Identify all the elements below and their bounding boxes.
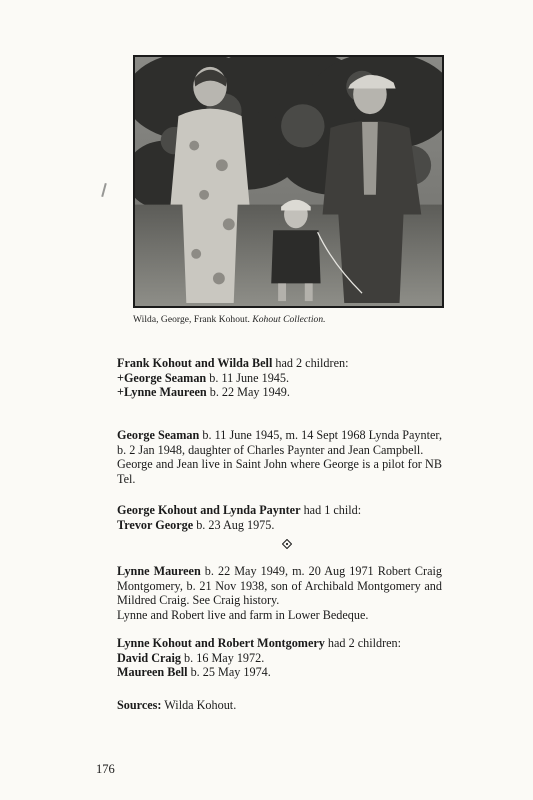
ornament-divider-icon <box>282 539 292 549</box>
biography-george <box>117 428 442 486</box>
child-entry: Trevor George b. 23 Aug 1975. <box>117 517 275 532</box>
family-heading: Lynne Kohout and Robert Montgomery had 2 children: <box>117 636 402 650</box>
child-entry: +George Seaman b. 11 June 1945. <box>117 370 290 385</box>
family-heading: Frank Kohout and Wilda Bell had 2 children: <box>117 356 349 370</box>
photo-caption <box>133 315 326 325</box>
biography-paragraph: George Seaman b. 11 June 1945, m. 14 Sept 1968 Lynda Paynter, b. 2 Jan 1948, daughter of Charles Paynter and Jean Campbell. <box>117 428 442 457</box>
child-entry: +Lynne Maureen b. 22 May 1949. <box>117 385 290 399</box>
caption-names: Wilda, George, Frank Kohout. <box>133 315 250 325</box>
sources-label: Sources: <box>117 698 162 712</box>
biography-note: Lynne and Robert live and farm in Lower Bedeque. <box>117 607 369 622</box>
sources-value: Wilda Kohout. <box>161 698 237 712</box>
biography-paragraph: Lynne Maureen b. 22 May 1949, m. 20 Aug 1971 Robert Craig Montgomery, b. 21 Nov 1938, son of Archibald Montgomery and Mildred Craig. See Craig history. <box>117 564 442 607</box>
margin-mark <box>101 183 107 197</box>
child-entry: Maureen Bell b. 25 May 1974. <box>117 665 271 679</box>
family-block-lynne-robert <box>117 636 442 680</box>
family-photograph <box>133 55 444 308</box>
family-block-george-lynda <box>117 503 442 532</box>
biography-lynne <box>117 564 442 622</box>
biography-note: George and Jean live in Saint John where George is a pilot for NB Tel. <box>117 457 442 486</box>
family-heading: George Kohout and Lynda Paynter had 1 child: <box>117 503 362 517</box>
page-number: 176 <box>96 762 115 776</box>
family-block-frank-wilda <box>117 356 442 400</box>
caption-collection: Kohout Collection. <box>252 315 326 325</box>
photo-image <box>135 57 442 306</box>
child-entry: David Craig b. 16 May 1972. <box>117 650 265 665</box>
sources-line <box>117 698 236 713</box>
